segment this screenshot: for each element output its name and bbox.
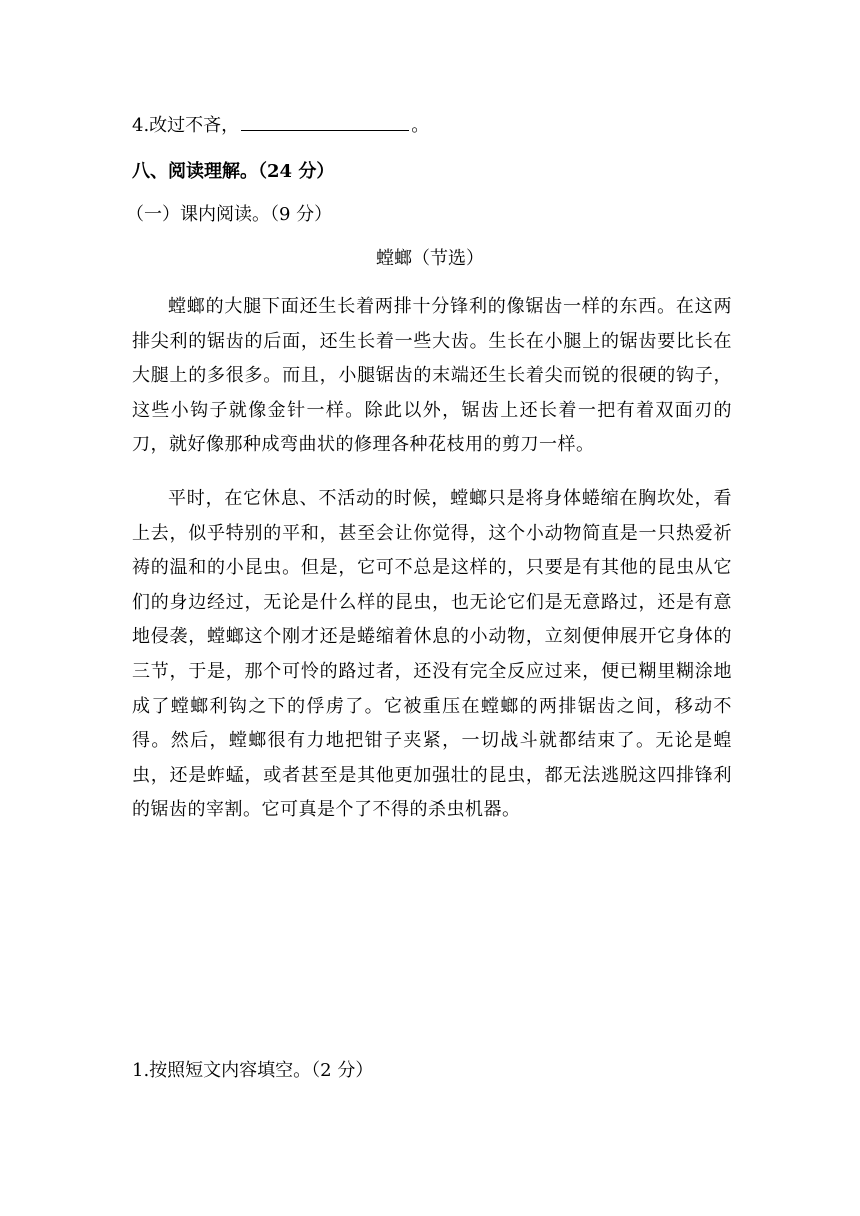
question-4-prefix: 4.改过不吝， (132, 115, 240, 136)
part-1-heading: （一）课内阅读。（9 分） (126, 204, 333, 225)
passage-paragraph: 平时，在它休息、不活动的时候，螳螂只是将身体蜷缩在胸坎处，看上去，似乎特别的平和，甚至会让你觉得，这个小动物简直是一只热爱祈祷的温和的小昆虫。但是，它可不总是这样的，只要是有其他的昆虫从它们的身边经过，无论是什么样的昆虫，也无论它们是无意路过，还是有意地侵袭，螳螂这个刚才还是蜷缩着休息的小动物，立刻便伸展开它身体的三节，于是，那个可怜的路过者，还没有完全反应过来，便已糊里糊涂地成了螳螂利钩之下的俘虏了。它被重压在螳螂的两排锯齿之间，移动不得。然后，螳螂很有力地把钳子夹紧，一切战斗就都结束了。无论是蝗虫，还是蚱蜢，或者甚至是其他更加强壮的昆虫，都无法逃脱这四排锋利的锯齿的宰割。它可真是个了不得的杀虫机器。 (132, 487, 732, 821)
question-1-heading: 1.按照短文内容填空。（2 分） (132, 1060, 374, 1081)
question-4-suffix: 。 (411, 115, 430, 136)
answer-blank[interactable] (241, 114, 409, 131)
section-8-heading: 八、阅读理解。（24 分） (132, 161, 335, 182)
passage-title: 螳螂（节选） (376, 248, 484, 269)
passage-paragraph: 螳螂的大腿下面还生长着两排十分锋利的像锯齿一样的东西。在这两排尖利的锯齿的后面，还生长着一些大齿。生长在小腿上的锯齿要比长在大腿上的多很多。而且，小腿锯齿的末端还生长着尖而锐的很硬的钩子，这些小钩子就像金针一样。除此以外，锯齿上还长着一把有着双面刃的刀，就好像那种成弯曲状的修理各种花枝用的剪刀一样。 (132, 296, 732, 456)
passage-body (132, 290, 732, 847)
question-4-fill-blank (132, 112, 429, 140)
